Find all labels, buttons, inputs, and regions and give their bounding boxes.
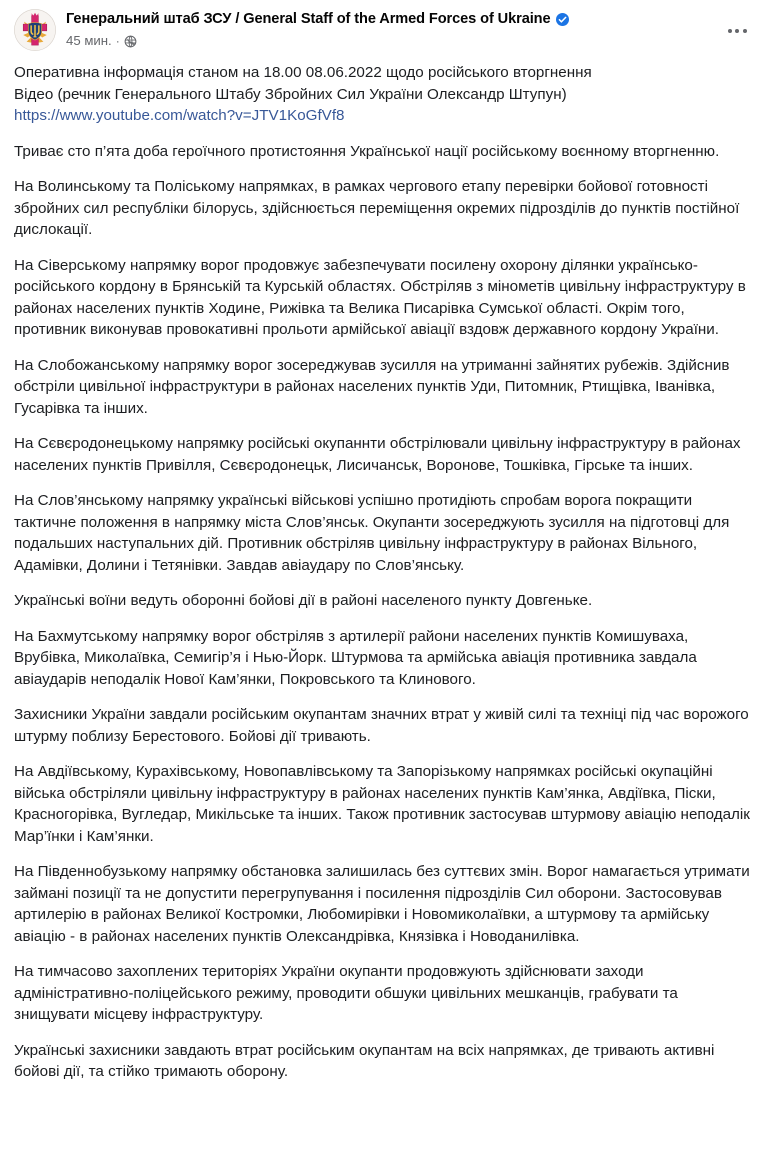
video-link[interactable]: https://www.youtube.com/watch?v=JTV1KoGfVf8	[14, 107, 345, 124]
post-lead	[14, 62, 754, 127]
post-paragraph: На Сіверському напрямку ворог продовжує забезпечувати посилену охорону ділянки українсько-російського кордону в Брянській та Курській областях. Обстріляв з мінометів цивільну інфраструктуру в районах населених пунктів Ходине, Рижівка та Велика Писарівка Сумської області. Окрім того, противник виконував провокативні прольоти армійської авіації вздовж державного кордону України.	[14, 256, 746, 338]
verified-badge-icon	[556, 13, 569, 26]
avatar[interactable]	[14, 9, 56, 51]
post-paragraph: Захисники України завдали російським окупантам значних втрат у живій силі та техніці під час ворожого штурму поблизу Берестового. Бойові дії тривають.	[14, 706, 749, 745]
lead-line-2: Відео (речник Генерального Штабу Збройних Сил України Олександр Штупун)	[14, 85, 567, 103]
more-options-button[interactable]	[722, 16, 752, 46]
post-header	[0, 0, 768, 55]
post-paragraph: Українські захисники завдають втрат російським окупантам на всіх напрямках, де тривають активні бойові дії, та стійко тримають оборону.	[14, 1041, 715, 1080]
post-paragraph: На Волинському та Поліському напрямках, в рамках чергового етапу перевірки бойової готовності збройних сил республіки білорусь, здійснюється переміщення окремих підрозділів до пунктів постійної дислокації.	[14, 178, 740, 238]
post-paragraph: На Слобожанському напрямку ворог зосереджував зусилля на утриманні зайнятих рубежів. Здійснив обстріли цивільної інфраструктури в районах населених пунктів Уди, Питомник, Ртищівка, Іванівка, Гусарівка та інших.	[14, 356, 730, 417]
more-horizontal-icon	[728, 29, 747, 33]
post-timestamp[interactable]: 45 мин.	[66, 33, 112, 48]
post-paragraph: На Сєвєродонецькому напрямку російські окупаннти обстрілювали цивільну інфраструктуру в районах населених пунктів Привілля, Сєвєродонецьк, Лисичанськ, Воронове, Тошківка, Гірське та інших.	[14, 435, 741, 474]
avatar-image[interactable]	[14, 9, 56, 51]
general-staff-emblem-icon	[14, 9, 56, 51]
post-paragraph: Українські воїни ведуть оборонні бойові дії в районі населеного пункту Довгеньке.	[14, 592, 593, 609]
post-author-block	[66, 9, 754, 49]
post-paragraph: На Слов’янському напрямку українські військові успішно протидіють спробам ворога покращити тактичне положення в напрямку міста Слов’янськ. Окупанти зосереджують зусилля на підготовці для подальших наступальних дій. Противник обстріляв цивільну інфраструктуру в районах Вільного, Адамівки, Долини і Тетянівки. Завдав авіаудару по Слов’янську.	[14, 492, 730, 574]
post-paragraph: На тимчасово захоплених територіях України окупанти продовжують здійснювати заходи адміністративно-поліцейського режиму, проводити обшуки цивільних мешканців, грабувати та знищувати місцеву інфраструктуру.	[14, 963, 678, 1023]
author-name-row	[66, 10, 754, 28]
post-paragraph: Триває сто п’ята доба героїчного протистояння Української нації російському воєнному вторгненню.	[14, 142, 720, 160]
post-paragraph: На Авдіївському, Курахівському, Новопавлівському та Запорізькому напрямках російські окупаційні війська обстріляли цивільну інфраструктуру в районах населених пунктів Кам’янка, Авдіївка, Піски, Красногорівка, Вугледар, Микільське та інших. Також противник застосував штурмову авіацію неподалік Мар’їнки і Кам’янки.	[14, 763, 750, 845]
post-paragraph: На Південнобузькому напрямку обстановка залишилась без суттєвих змін. Ворог намагається утримати займані позиції та не допустити перегрупування і посилення підрозділів Сил оборони. Застосовував артилерію в районах Великої Костромки, Любомирівки і Новомиколаївки, а штурмову та армійську авіацію - в районах населених пунктів Олександрівка, Князівка і Новоданилівка.	[14, 863, 750, 945]
post-paragraph: На Бахмутському напрямку ворог обстріляв з артилерії райони населених пунктів Комишуваха, Врубівка, Миколаївка, Семигір’я і Нью-Йорк. Штурмова та армійська авіація противника завдала авіаударів неподалік Нової Кам’янки, Покровського та Клинового.	[14, 627, 697, 688]
globe-icon[interactable]	[124, 35, 137, 48]
post-body	[0, 55, 768, 1093]
post-meta	[66, 33, 754, 49]
meta-separator: ·	[115, 34, 120, 48]
page-name[interactable]: Генеральний штаб ЗСУ / General Staff of the Armed Forces of Ukraine	[66, 11, 551, 27]
lead-line-1: Оперативна інформація станом на 18.00 08.06.2022 щодо російського вторгнення	[14, 64, 592, 81]
